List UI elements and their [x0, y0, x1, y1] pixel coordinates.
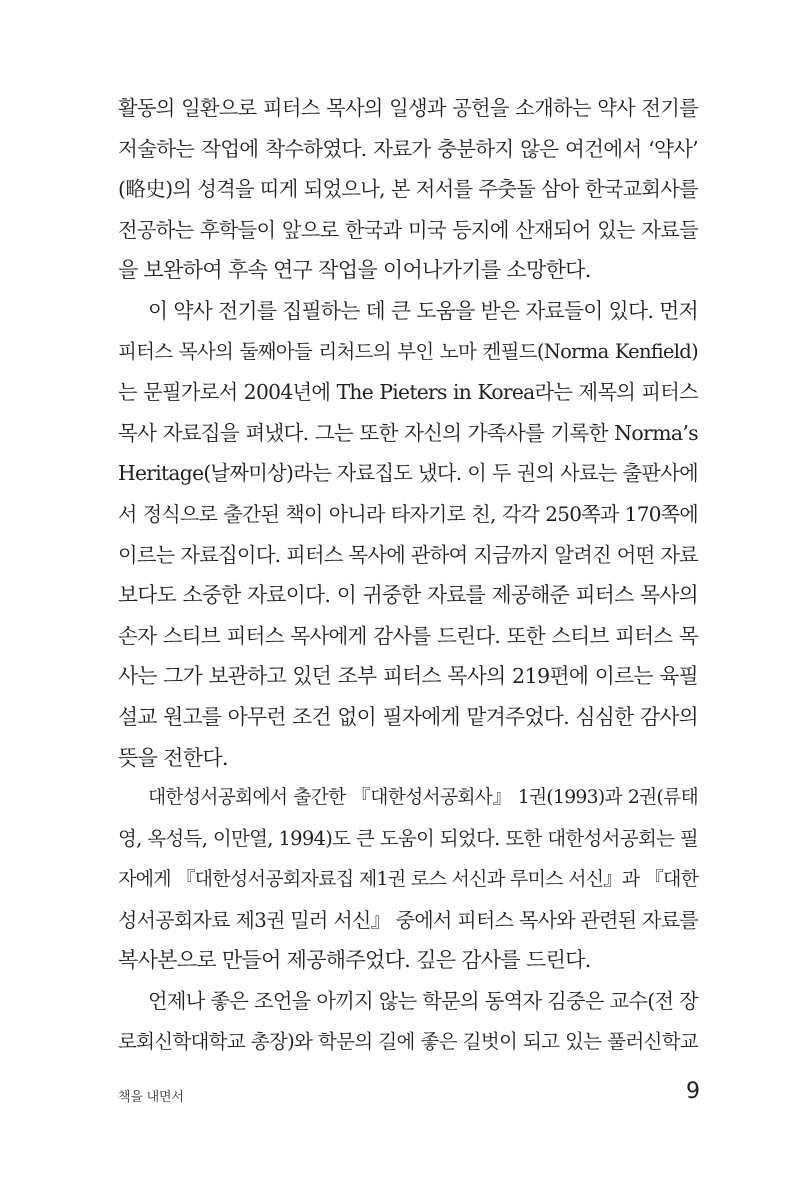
text-line: 사는 그가 보관하고 있던 조부 피터스 목사의 219편에 이르는 육필 [118, 664, 698, 689]
text-line: 보다도 소중한 자료이다. 이 귀중한 자료를 제공해준 피터스 목사의 [118, 583, 698, 608]
text-line: 로회신학대학교 총장)와 학문의 길에 좋은 길벗이 되고 있는 풀러신학교 [118, 1029, 698, 1053]
text-line: 손자 스티브 피터스 목사에게 감사를 드린다. 또한 스티브 피터스 목 [118, 623, 698, 648]
text-line: 을 보완하여 후속 연구 작업을 이어나가기를 소망한다. [118, 258, 591, 283]
text-line: 서 정식으로 출간된 책이 아니라 타자기로 친, 각각 250쪽과 170쪽에 [118, 501, 698, 526]
text-line: 이 약사 전기를 집필하는 데 큰 도움을 받은 자료들이 있다. 먼저 [148, 298, 698, 323]
text-line: 언제나 좋은 조언을 아끼지 않는 학문의 동역자 김중은 교수(전 장 [148, 989, 698, 1014]
text-line: 는 문필가로서 2004년에 The Pieters in Korea라는 제목의 피터스 [118, 380, 698, 405]
page-number: 9 [686, 1079, 700, 1104]
text-line: 목사 자료집을 펴냈다. 그는 또한 자신의 가족사를 기록한 Norma’s [118, 420, 698, 445]
text-line: (略史)의 성격을 띠게 되었으나, 본 저서를 주춧돌 삼아 한국교회사를 [118, 177, 698, 202]
text-line: 뜻을 전한다. [118, 745, 228, 770]
text-line: 활동의 일환으로 피터스 목사의 일생과 공헌을 소개하는 약사 전기를 [118, 96, 698, 120]
text-line: 피터스 목사의 둘째아들 리처드의 부인 노마 켄필드(Norma Kenfield) [118, 339, 698, 363]
text-line: 설교 원고를 아무런 조건 없이 필자에게 맡겨주었다. 심심한 감사의 [118, 704, 698, 729]
text-line: 영, 옥성득, 이만열, 1994)도 큰 도움이 되었다. 또한 대한성서공회는 필 [118, 826, 698, 850]
text-line: 저술하는 작업에 착수하였다. 자료가 충분하지 않은 여건에서 ‘약사’ [118, 136, 698, 161]
text-line: 복사본으로 만들어 제공해주었다. 깊은 감사를 드린다. [118, 948, 591, 973]
text-line: 전공하는 후학들이 앞으로 한국과 미국 등지에 산재되어 있는 자료들 [118, 217, 698, 242]
text-line: 자에게 『대한성서공회자료집 제1권 로스 서신과 루미스 서신』과 『대한 [118, 868, 699, 891]
text-line: 이르는 자료집이다. 피터스 목사에 관하여 지금까지 알려진 어떤 자료 [118, 542, 698, 567]
running-footer-title: 책을 내면서 [118, 1090, 184, 1105]
text-line: 대한성서공회에서 출간한 『대한성서공회사』 1권(1993)과 2권(류태 [148, 787, 698, 809]
body-text [118, 88, 698, 1062]
text-line: 성서공회자료 제3권 밀러 서신』 중에서 피터스 목사와 관련된 자료를 [118, 907, 698, 932]
text-line: Heritage(날짜미상)라는 자료집도 냈다. 이 두 권의 사료는 출판사에 [118, 461, 698, 486]
